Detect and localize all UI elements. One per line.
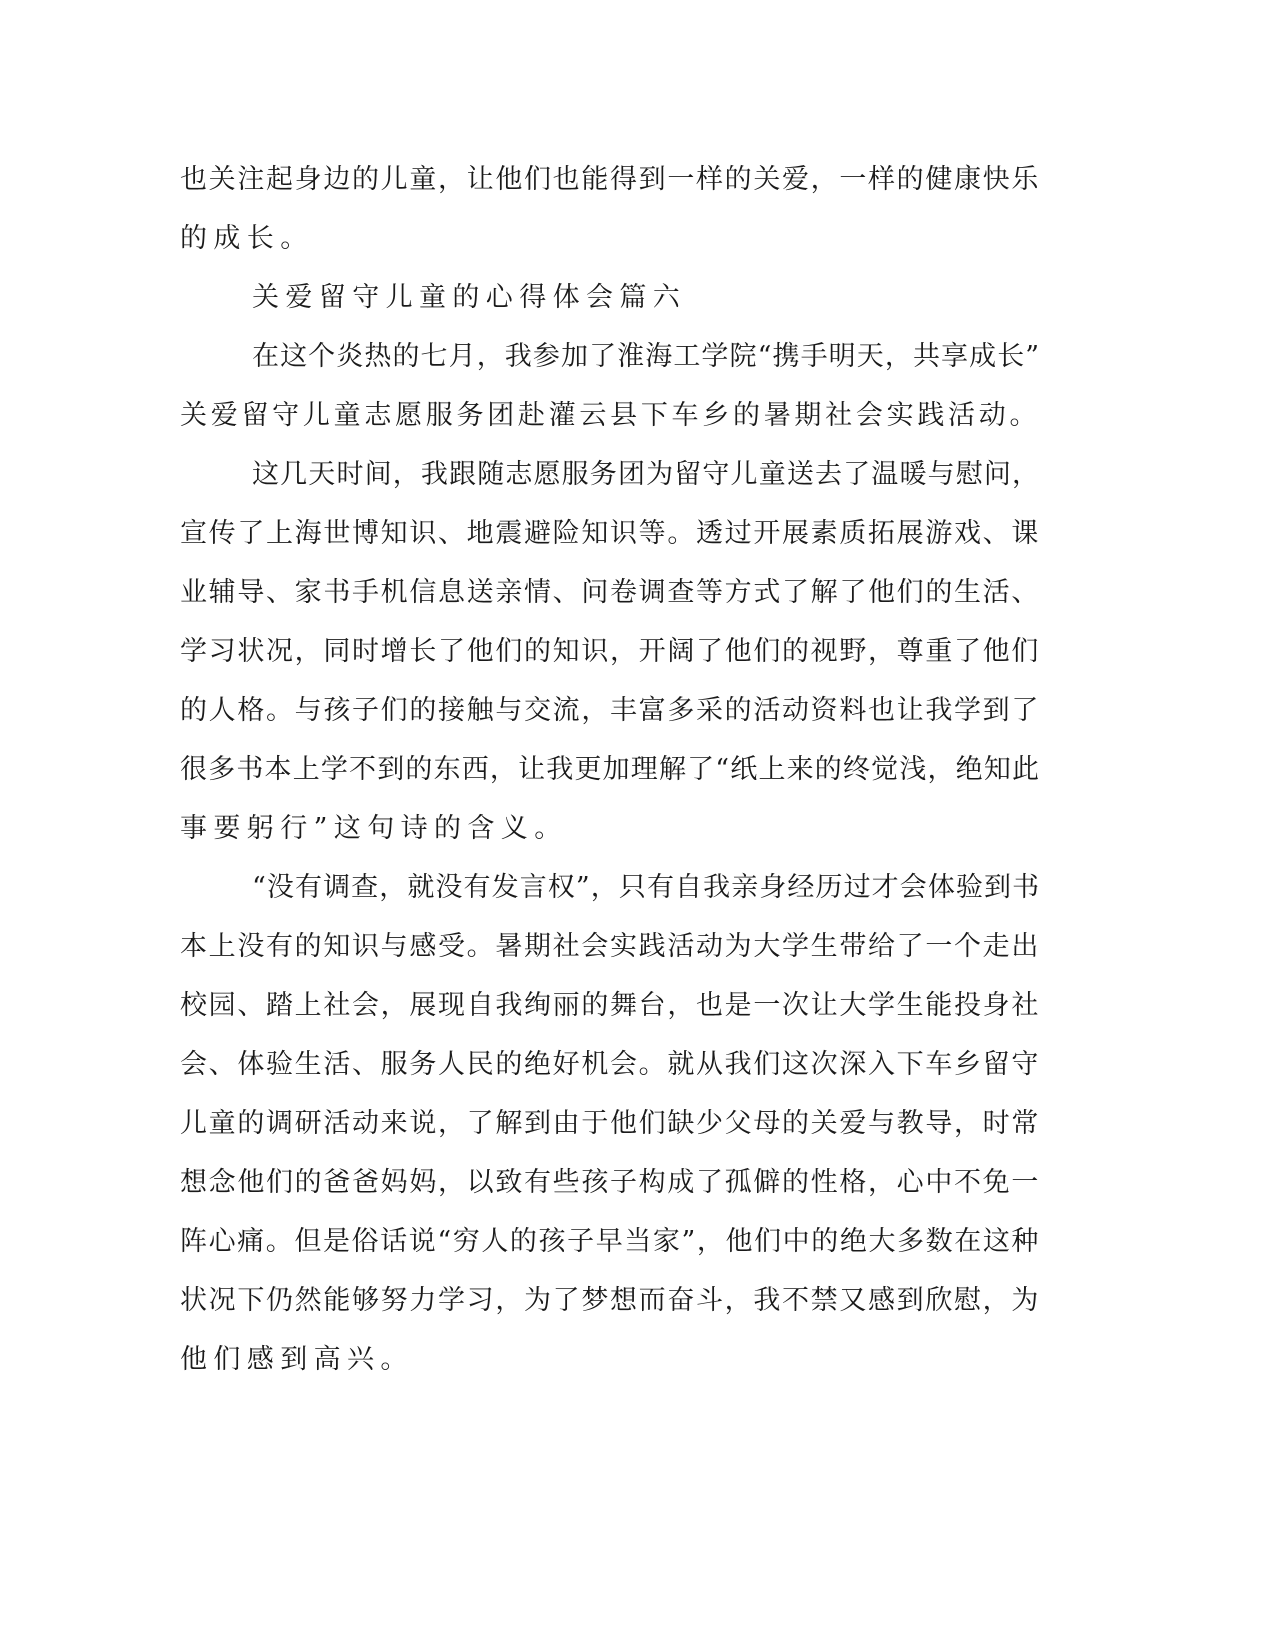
text-line: 在这个炎热的七月，我参加了淮海工学院“携手明天，共享成长” [252,341,1041,372]
text-line: 阵心痛。但是俗话说“穷人的孩子早当家”，他们中的绝大多数在这种 [180,1226,1041,1257]
text-line: 会、体验生活、服务人民的绝好机会。就从我们这次深入下车乡留守 [180,1049,1040,1080]
text-line: 儿童的调研活动来说，了解到由于他们缺少父母的关爱与教导，时常 [180,1108,1040,1139]
text-line: 的人格。与孩子们的接触与交流，丰富多采的活动资料也让我学到了 [180,695,1040,726]
text-line: 他们感到高兴。 [180,1344,414,1375]
text-line: 校园、踏上社会，展现自我绚丽的舞台，也是一次让大学生能投身社 [180,990,1040,1021]
text-line: 学习状况，同时增长了他们的知识，开阔了他们的视野，尊重了他们 [180,636,1040,667]
text-line: 关爱留守儿童志愿服务团赴灌云县下车乡的暑期社会实践活动。 [180,400,1041,431]
text-line: 很多书本上学不到的东西，让我更加理解了“纸上来的终觉浅，绝知此 [180,754,1041,785]
text-line: 的成长。 [180,223,314,254]
text-line: 想念他们的爸爸妈妈，以致有些孩子构成了孤僻的性格，心中不免一 [180,1167,1040,1198]
text-line: 这几天时间，我跟随志愿服务团为留守儿童送去了温暖与慰问， [252,459,1041,490]
text-line: “没有调查，就没有发言权”，只有自我亲身经历过才会体验到书 [252,872,1041,903]
text-line: 宣传了上海世博知识、地震避险知识等。透过开展素质拓展游戏、课 [180,518,1040,549]
text-line: 事要躬行”这句诗的含义。 [180,813,568,844]
text-line: 本上没有的知识与感受。暑期社会实践活动为大学生带给了一个走出 [180,931,1040,962]
text-line: 状况下仍然能够努力学习，为了梦想而奋斗，我不禁又感到欣慰，为 [180,1285,1040,1316]
text-line: 也关注起身边的儿童，让他们也能得到一样的关爱，一样的健康快乐 [180,164,1040,195]
section-heading: 关爱留守儿童的心得体会篇六 [252,282,687,313]
text-line: 业辅导、家书手机信息送亲情、问卷调查等方式了解了他们的生活、 [180,577,1040,608]
